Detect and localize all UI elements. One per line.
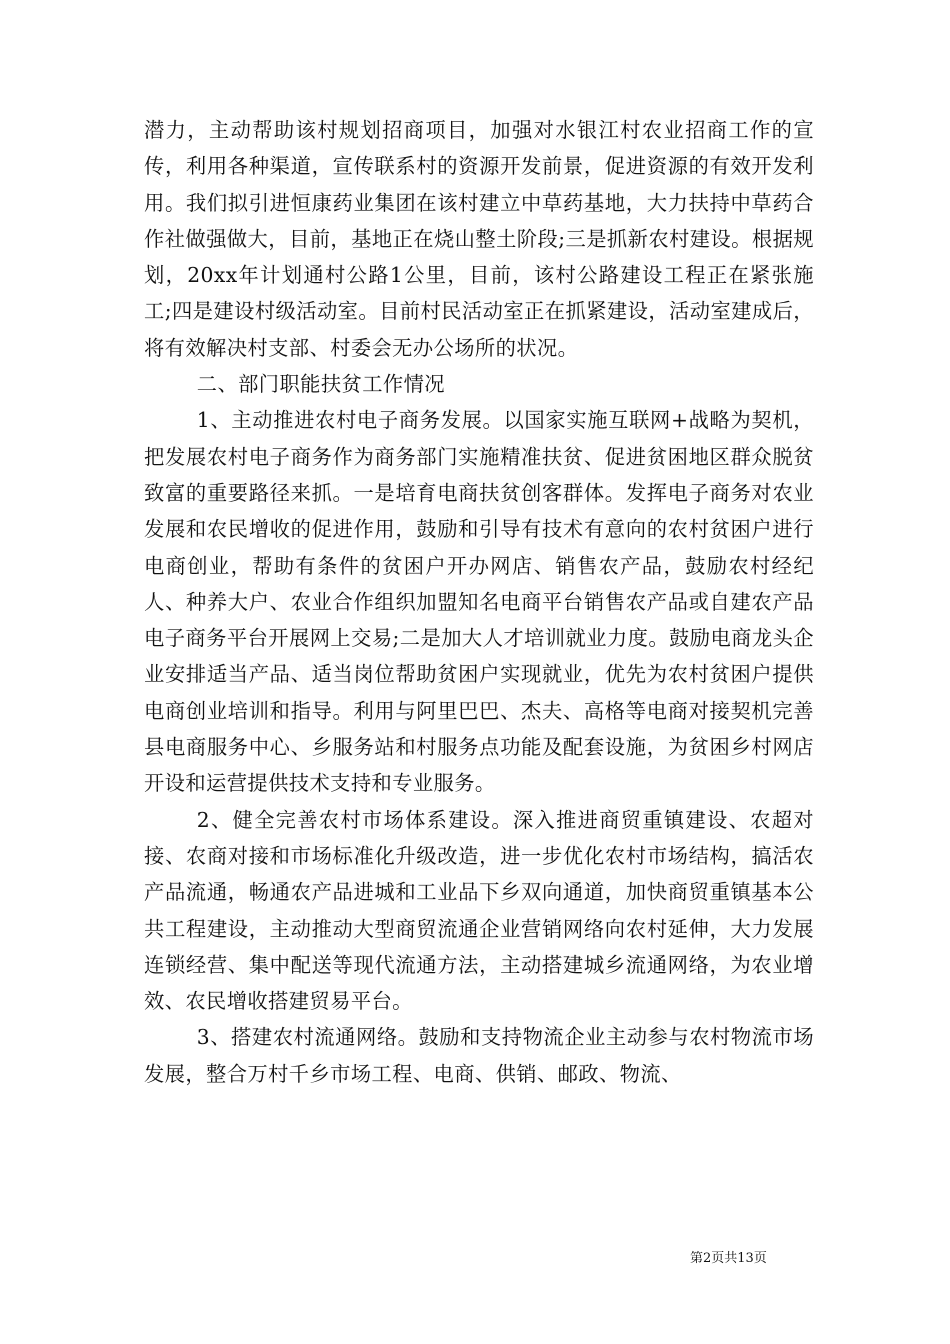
paragraph-continuation: 潜力，主动帮助该村规划招商项目，加强对水银江村农业招商工作的宣传，利用各种渠道，宣传联系村的资源开发前景，促进资源的有效开发利用。我们拟引进恒康药业集团在该村建立中草药基地，大力扶持中草药合作社做强做大，目前，基地正在烧山整土阶段;三是抓新农村建设。根据规划，20xx年计划通村公路1公里，目前，该村公路建设工程正在紧张施工;四是建设村级活动室。目前村民活动室正在抓紧建设，活动室建成后，将有效解决村支部、村委会无办公场所的状况。 bbox=[144, 118, 814, 360]
paragraph-logistics: 3、搭建农村流通网络。鼓励和支持物流企业主动参与农村物流市场发展，整合万村千乡市场工程、电商、供销、邮政、物流、 bbox=[144, 1025, 814, 1086]
page-number-footer: 第2页共13页 bbox=[690, 1251, 767, 1266]
paragraph-ecommerce: 1、主动推进农村电子商务发展。以国家实施互联网+战略为契机，把发展农村电子商务作为商务部门实施精准扶贫、促进贫困地区群众脱贫致富的重要路径来抓。一是培育电商扶贫创客群体。发挥电子商务对农业发展和农民增收的促进作用，鼓励和引导有技术有意向的农村贫困户进行电商创业，帮助有条件的贫困户开办网店、销售农产品，鼓励农村经纪人、种养大户、农业合作组织加盟知名电商平台销售农产品或自建农产品电子商务平台开展网上交易;二是加大人才培训就业力度。鼓励电商龙头企业安排适当产品、适当岗位帮助贫困户实现就业，优先为农村贫困户提供电商创业培训和指导。利用与阿里巴巴、杰夫、高格等电商对接契机完善县电商服务中心、乡服务站和村服务点功能及配套设施，为贫困乡村网店开设和运营提供技术支持和专业服务。 bbox=[144, 408, 814, 796]
paragraph-market-system: 2、健全完善农村市场体系建设。深入推进商贸重镇建设、农超对接、农商对接和市场标准化升级改造，进一步优化农村市场结构，搞活农产品流通，畅通农产品进城和工业品下乡双向通道，加快商贸重镇基本公共工程建设，主动推动大型商贸流通企业营销网络向农村延伸，大力发展连锁经营、集中配送等现代流通方法，主动搭建城乡流通网络，为农业增效、农民增收搭建贸易平台。 bbox=[144, 807, 814, 1014]
section-heading: 二、部门职能扶贫工作情况 bbox=[196, 372, 445, 397]
document-body bbox=[144, 112, 814, 1092]
